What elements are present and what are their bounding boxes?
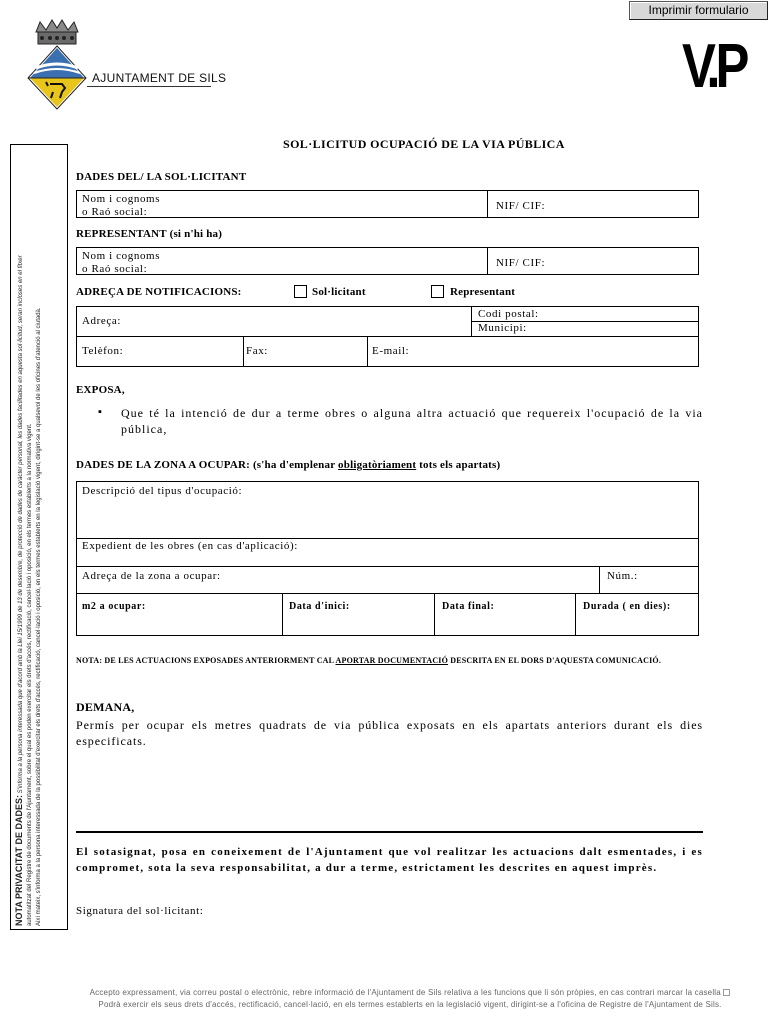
address-field[interactable] bbox=[135, 309, 465, 333]
request-text: Permís per ocupar els metres quadrats de via pública exposats en els apartats anteriors durant els dies especificats. bbox=[76, 718, 703, 748]
print-form-button[interactable]: Imprimir formulario bbox=[629, 1, 768, 20]
m2-label: m2 a ocupar: bbox=[82, 601, 146, 612]
notifications-heading: ADREÇA DE NOTIFICACIONS: bbox=[76, 286, 242, 298]
bullet-icon: ▪ bbox=[98, 406, 102, 418]
footer-rights: Podrà exercir els seus drets d'accés, rectificació, cancel·lació, en els termes establerts en la legislació vigent, dirigint-se a l'oficina de Registre de l'Ajuntament de Sils. bbox=[98, 1000, 722, 1009]
consent-checkbox[interactable] bbox=[723, 989, 730, 996]
signature-divider bbox=[76, 831, 703, 833]
start-date-label: Data d'inici: bbox=[289, 601, 350, 612]
municipality-label: Municipi: bbox=[478, 322, 527, 334]
zone-address-label: Adreça de la zona a ocupar: bbox=[82, 570, 221, 582]
privacy-note-line-3: Així mateix, s'informa a la persona interessada de la possibilitat d'exercitar els drets d'accés, rectificació, cancel·lació i oposició, en els termes establerts en la legislació vigent, dirigint-se a qualsevol de les oficines d'atenció al ciutadà. bbox=[36, 307, 42, 926]
duration-label: Durada ( en dies): bbox=[583, 601, 671, 612]
applicant-checkbox[interactable] bbox=[294, 285, 307, 298]
signature-label: Signatura del sol·licitant: bbox=[76, 905, 204, 917]
applicant-name-field[interactable] bbox=[170, 192, 480, 216]
description-field[interactable] bbox=[80, 500, 695, 534]
applicant-name-label-2: o Raó social: bbox=[82, 206, 148, 218]
declaration-text: El sotasignat, posa en coneixement de l'Ajuntament que vol realitzar les actuacions dalt esmentades, i es compromet, sota la seva responsabilitat, a dur a terme, estrictament les descrites en aquest imprès. bbox=[76, 846, 703, 874]
applicant-name-label: Nom i cognoms bbox=[82, 193, 161, 205]
zone-heading-suffix: tots els apartats) bbox=[416, 459, 501, 471]
applicant-option-label: Sol·licitant bbox=[312, 286, 366, 298]
request-heading: DEMANA, bbox=[76, 700, 135, 714]
representative-nif-label: NIF/ CIF: bbox=[496, 257, 546, 269]
zone-heading-emphasis: obligatòriament bbox=[338, 459, 417, 471]
note-suffix: DESCRITA EN EL DORS D'AQUESTA COMUNICACIÓ. bbox=[448, 656, 662, 665]
note-prefix: NOTA: DE LES ACTUACIONS EXPOSADES ANTERIORMENT CAL bbox=[76, 656, 336, 665]
email-label: E-mail: bbox=[372, 345, 410, 357]
description-label: Descripció del tipus d'ocupació: bbox=[82, 485, 243, 497]
end-date-label: Data final: bbox=[442, 601, 495, 612]
council-name: AJUNTAMENT DE SILS bbox=[92, 71, 227, 85]
coat-of-arms-logo bbox=[22, 18, 92, 110]
applicant-nif-label: NIF/ CIF: bbox=[496, 200, 546, 212]
representative-name-label: Nom i cognoms bbox=[82, 250, 161, 262]
representative-name-field[interactable] bbox=[170, 249, 480, 273]
postal-code-label: Codi postal: bbox=[478, 308, 539, 320]
number-label: Núm.: bbox=[607, 570, 638, 582]
exposes-text: Que té la intenció de dur a terme obres o alguna altra actuació que requereix l'ocupació de la via pública, bbox=[121, 406, 703, 436]
privacy-note-line-1 bbox=[14, 150, 26, 926]
fax-label: Fax: bbox=[246, 345, 268, 357]
page-title: SOL·LICITUD OCUPACIÓ DE LA VIA PÚBLICA bbox=[283, 137, 565, 151]
documentation-note bbox=[76, 654, 703, 667]
representative-checkbox[interactable] bbox=[431, 285, 444, 298]
exposes-heading: EXPOSA, bbox=[76, 384, 125, 396]
representative-option-label: Representant bbox=[450, 286, 516, 298]
note-emphasis: APORTAR DOCUMENTACIÓ bbox=[335, 656, 449, 665]
crown-icon bbox=[36, 20, 78, 44]
form-code: V.P bbox=[682, 32, 745, 101]
zone-heading-prefix: DADES DE LA ZONA A OCUPAR: (s'ha d'emplenar bbox=[76, 459, 339, 471]
divider bbox=[87, 86, 211, 87]
address-label: Adreça: bbox=[82, 315, 122, 327]
representative-name-label-2: o Raó social: bbox=[82, 263, 148, 275]
privacy-note-label: NOTA PRIVACITAT DE DADES: bbox=[14, 795, 24, 926]
privacy-note-line-2: automatitzat del Registre de documents de l'Ajuntament, sobre el qual es poden exercitar els drets d'accés, rectificació, cancel·lació i oposició, en els termes establerts a la normativa vigent. bbox=[27, 423, 33, 926]
zone-heading bbox=[76, 459, 500, 471]
footer-consent-text: Accepto expressament, via correu postal o electrònic, rebre informació de l'Ajuntament de Sils relativa a les funcions que li són pròpies, en cas contrari marcar la casella bbox=[89, 988, 721, 997]
representative-nif-field[interactable] bbox=[550, 249, 695, 273]
applicant-heading: DADES DEL/ LA SOL·LICITANT bbox=[76, 171, 247, 183]
signature-field[interactable] bbox=[76, 922, 476, 972]
file-label: Expedient de les obres (en cas d'aplicació): bbox=[82, 540, 298, 552]
representative-heading: REPRESENTANT (si n'hi ha) bbox=[76, 228, 223, 240]
phone-label: Telèfon: bbox=[82, 345, 124, 357]
privacy-note-box bbox=[10, 144, 68, 930]
privacy-note-text bbox=[14, 150, 44, 926]
footer-consent bbox=[60, 988, 760, 997]
applicant-nif-field[interactable] bbox=[550, 192, 695, 216]
privacy-note-line-1-text: S'informa a la persona interessada que d'acord amb la Llei 15/1999 de 13 de desembre, de protecció de dades de caràcter personal, les dades facilitades en aquesta sol·licitud, seran incloses en el fitxer bbox=[18, 255, 24, 794]
